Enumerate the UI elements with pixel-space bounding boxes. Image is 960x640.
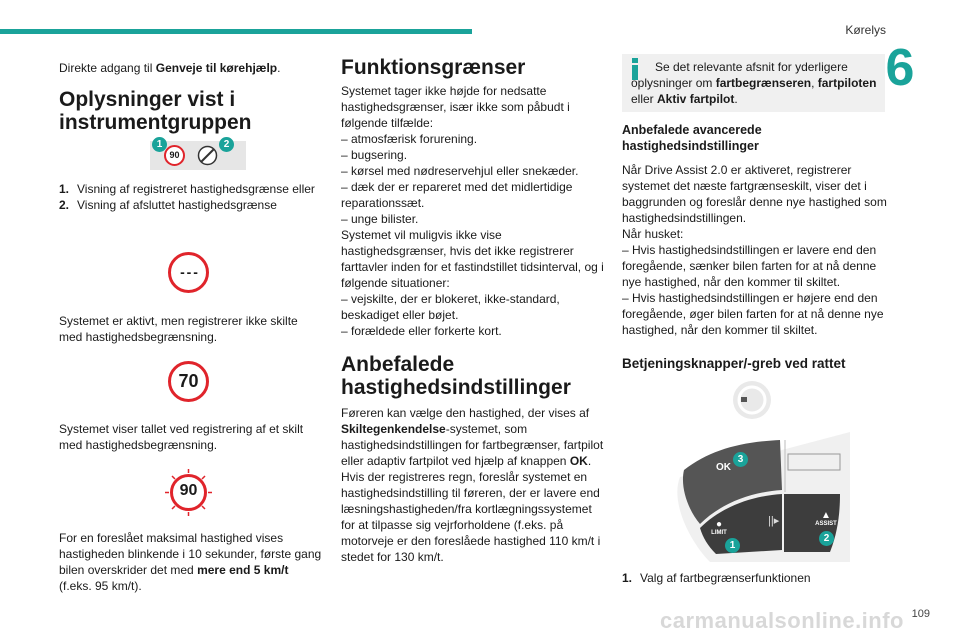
paragraph-shows: Systemet viser tallet ved registrering af et skilt med hastighedsbegrænsning. — [59, 422, 304, 452]
section-title: Kørelys — [845, 23, 886, 37]
pause-icon[interactable]: ||▸ — [768, 515, 780, 527]
assist-button[interactable]: ▲ ASSIST — [812, 510, 840, 527]
header-accent-bar — [0, 29, 472, 34]
numbered-list — [59, 181, 324, 213]
list-item: 1. Visning af registreret hastighedsgrænse eller — [59, 182, 315, 196]
ok-button[interactable]: OK — [716, 462, 731, 473]
heading-instrument: Oplysninger vist i instrumentgruppen — [59, 88, 252, 134]
limit-button[interactable]: ● LIMIT — [707, 519, 731, 536]
callout-badge-1: 1 — [152, 137, 167, 152]
recommended-body: Føreren kan vælge den hastighed, der vises af Skiltegenkendelse-systemet, som hastighedsindstillingen for fartbegrænser, fartpilot eller adaptiv fartpilot ved hjælp af knappen OK. Hvis der registreres regn, foreslår systemet en hastighedsindstilling til føreren, der er lavere end læsningshastigheden/fra kortlægningssystemet for at tilpasse sig vejrforholdene (f.eks. på motorveje er den foreslåede hastighed 110 km/t i stedet for 130 km/t. — [341, 406, 604, 564]
watermark: carmanualsonline.info — [660, 608, 904, 633]
speed-sign-small: 90 — [164, 145, 185, 166]
assist-icon: ▲ — [821, 510, 831, 521]
callout-badge-2: 2 — [219, 137, 234, 152]
chapter-number: 6 — [885, 39, 915, 97]
paragraph-flashing: For en foreslået maksimal hastighed vises hastigheden blinkende i 10 sekunder, første gang bilen overskrider det med mere end 5 km/t (f.eks. 95 km/t). — [59, 531, 322, 593]
list-item: 2. Visning af afsluttet hastighedsgrænse — [59, 198, 277, 212]
callout-badge-2: 2 — [819, 531, 834, 546]
callout-badge-3: 3 — [733, 452, 748, 467]
limit-icon: ● — [715, 519, 723, 530]
advanced-body: Når Drive Assist 2.0 er aktiveret, registrerer systemet det næste fartgrænseskilt, viser det i baggrunden og foreslår denne nye hastighed som hastighedsindstillingen. Når husket: – Hvis hastighedsindstillingen er lavere end den foregående, sænker bilen farten for at nå denne nye hastighed, når den kommer til skiltet. – Hvis hastighedsindstillingen er højere end den foregående, øger bilen farten for at nå denne nye hastighed, når den kommer til skiltet. — [622, 163, 887, 337]
callout-badge-1: 1 — [725, 538, 740, 553]
column-1 — [59, 56, 324, 134]
column-2 — [341, 56, 606, 565]
heading-controls: Betjeningsknapper/-greb ved rattet — [622, 356, 846, 371]
speed-70-sign: 70 — [168, 361, 209, 402]
steering-wheel-icon — [732, 380, 772, 420]
controls-list-item: 1. Valg af fartbegrænserfunktionen — [622, 571, 811, 585]
page-number: 109 — [911, 608, 930, 620]
heading-recommended: Anbefalede hastighedsindstillinger — [341, 353, 571, 399]
advanced-section — [622, 122, 888, 372]
speed-90-value: 90 — [179, 482, 198, 499]
end-limit-sign-icon — [197, 145, 218, 166]
intro-text: Direkte adgang til Genveje til kørehjælp. — [59, 61, 281, 75]
heading-advanced: Anbefalede avancerede hastighedsindstillinger — [622, 123, 762, 153]
paragraph-active: Systemet er aktivt, men registrerer ikke skilte med hastighedsbegrænsning. — [59, 314, 298, 344]
heading-limits: Funktionsgrænser — [341, 56, 526, 79]
shortcut-link[interactable]: Genveje til kørehjælp — [155, 61, 278, 75]
info-text: Se det relevante afsnit for yderligere oplysninger om fartbegrænseren, fartpiloten eller Aktiv fartpilot. — [631, 60, 877, 106]
no-sign-detected-icon: - - - — [168, 252, 209, 293]
limits-body: Systemet tager ikke højde for nedsatte hastighedsgrænser, især ikke som påbudt i følgende tilfælde: – atmosfærisk forurening. – bugsering. – kørsel med nødreservehjul eller snekæder. – dæk der er repareret med det midlertidige reparationssæt. – unge bilister. Systemet vil muligvis ikke vise hastighedsgrænser, hvis det ikke registrerer farttavler inden for et fastindstillet tidsinterval, og i følgende situationer: – vejskilte, der er blokeret, ikke-standard, beskadiget eller bøjet. – forældede eller forkerte kort. — [341, 84, 604, 338]
